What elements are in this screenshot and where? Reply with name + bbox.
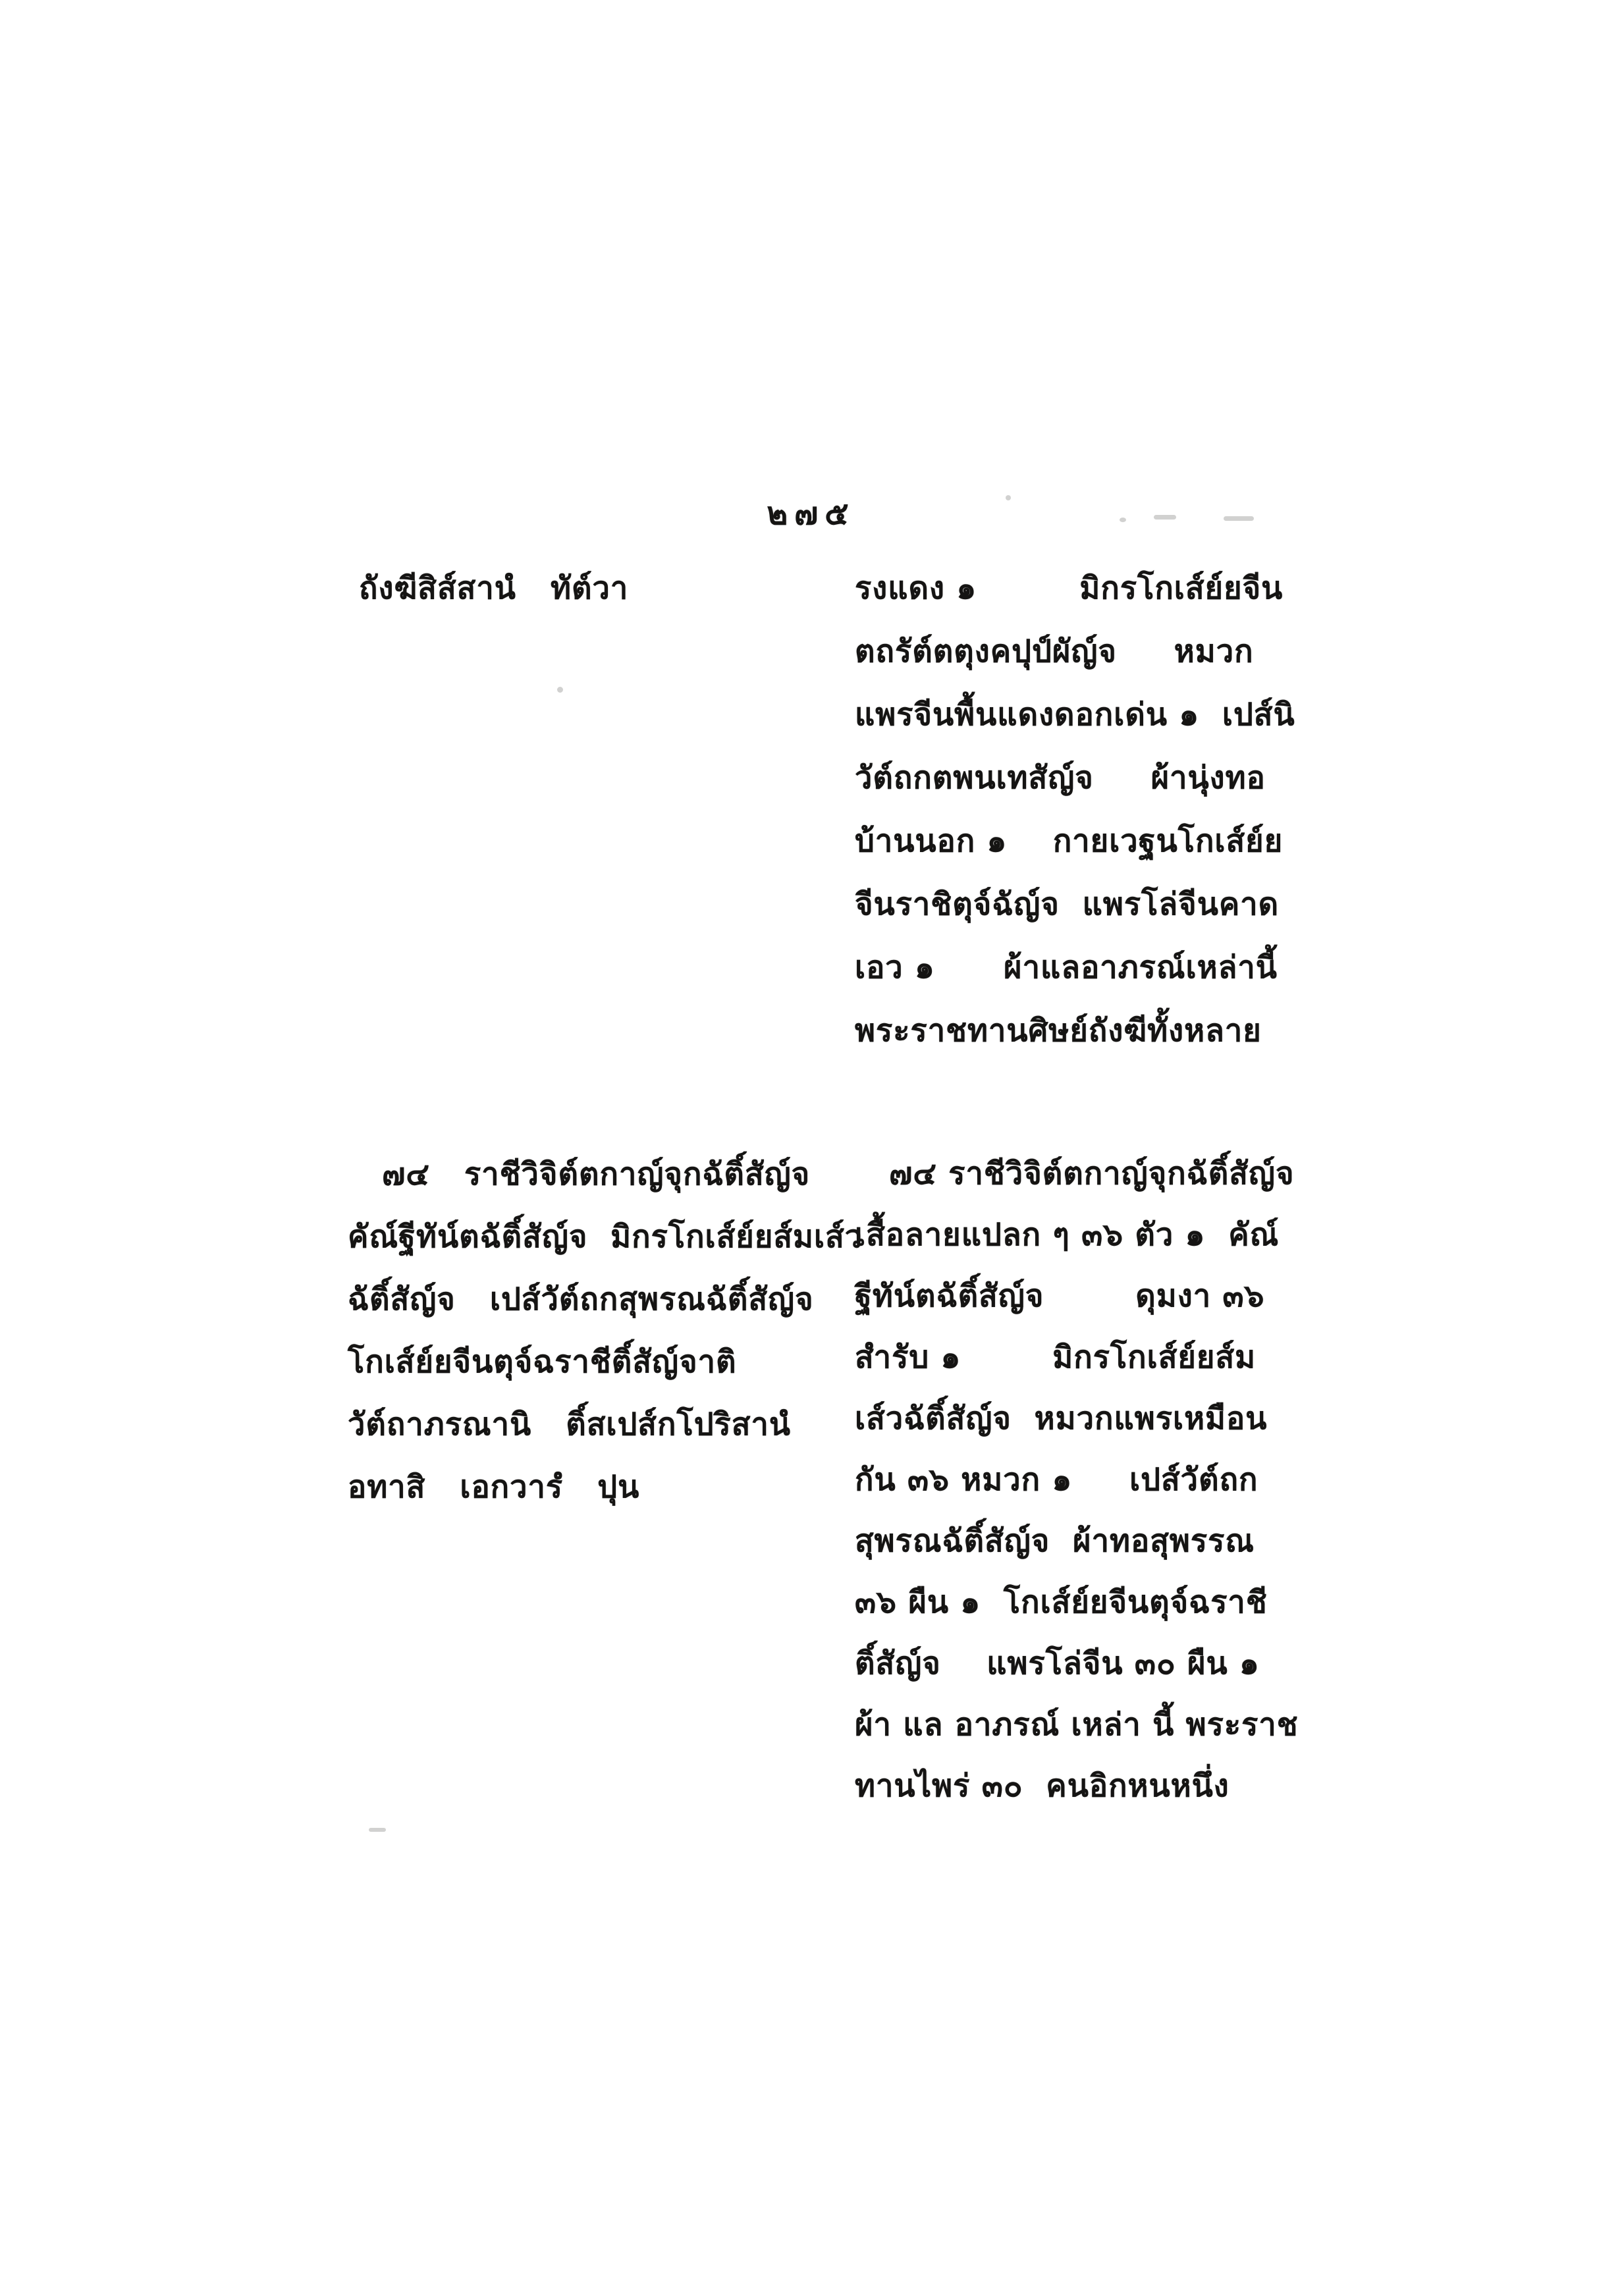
scan-speckle [557, 687, 563, 693]
text-line: เสื้อลายแปลก ๆ ๓๖ ตัว ๑ คัณ์ [855, 1217, 1280, 1253]
text-line: ทานไพร่ ๓๐ คนอิกหนหนึ่ง [855, 1768, 1230, 1804]
scan-speckle [1006, 495, 1011, 500]
text-line: เส์วฉัติ์สัญ์จ หมวกแพรเหมือน [855, 1401, 1268, 1437]
text-line: สุพรณฉัติ์สัญ์จ ผ้าทอสุพรรณ [855, 1523, 1255, 1559]
left-column-paragraph-74 [348, 1143, 881, 1518]
text-line: วัต์ถกตพนเทสัญ์จ ผ้านุ่งทอ [855, 760, 1266, 796]
text-line: พระราชทานศิษย์ถังฆีทั้งหลาย [855, 1013, 1262, 1049]
scan-speckle [1154, 515, 1176, 520]
text-line: อทาสิ เอกวารํ ปุน [348, 1469, 640, 1505]
text-line: ฉัติ์สัญ์จ เปส์วัต์ถกสุพรณฉัติ์สัญ์จ [348, 1281, 814, 1318]
text-line: เอว ๑ ผ้าแลอาภรณ์เหล่านี้ [855, 949, 1278, 986]
left-column-opening [359, 557, 628, 620]
text-line: จีนราชิตุจ์ฉัญ์จ แพรโล่จีนคาด [855, 886, 1280, 922]
right-column-paragraph-74 [855, 1143, 1309, 1817]
text-line: ๗๔ ราชีวิจิต์ตกาญ์จุกฉัติ์สัญ์จ [382, 1156, 811, 1192]
text-line: ถังฆีสิส์สานํ ทัต์วา [359, 570, 629, 606]
text-line: ผ้า แล อาภรณ์ เหล่า นี้ พระราช [855, 1707, 1299, 1743]
scan-speckle [369, 1828, 386, 1832]
text-line: ตถรัต์ตตุงคปุป์ผัญ์จ หมวก [855, 633, 1254, 670]
text-line: คัณ์ฐีทัน์ตฉัติ์สัญ์จ มิกรโกเส์ย์ยส์มเส์ว [348, 1219, 863, 1255]
text-line: ๓๖ ผืน ๑ โกเส์ย์ยจีนตุจ์ฉราชี [855, 1584, 1268, 1620]
text-line: ติ์สัญ์จ แพรโล่จีน ๓๐ ผืน ๑ [855, 1645, 1260, 1682]
page-number: ๒๗๕ [767, 495, 855, 532]
text-line: สำรับ ๑ มิกรโกเส์ย์ยส์ม [855, 1339, 1257, 1375]
text-line: วัต์ถาภรณานิ ติ์สเปส์กโปริสานํ [348, 1406, 791, 1443]
text-line: ๗๔ ราชีวิจิต์ตกาญ์จุกฉัติ์สัญ์จ [889, 1156, 1295, 1192]
right-column-paragraph-1 [855, 557, 1303, 1063]
text-line: แพรจีนพื้นแดงดอกเด่น ๑ เปส์นิ [855, 697, 1295, 733]
text-line: บ้านนอก ๑ กายเวฐนโกเส์ย์ย [855, 823, 1284, 859]
scan-speckle [1224, 516, 1254, 521]
scan-speckle [1120, 518, 1126, 522]
text-line: โกเส์ย์ยจีนตุจ์ฉราชีติ์สัญ์จาติ [348, 1344, 737, 1380]
text-line: รงแดง ๑ มิกรโกเส์ย์ยจีน [855, 570, 1284, 606]
text-line: กัน ๓๖ หมวก ๑ เปส์วัต์ถก [855, 1462, 1258, 1498]
text-line: ฐีทัน์ตฉัติ์สัญ์จ ดุมงา ๓๖ [855, 1278, 1265, 1314]
